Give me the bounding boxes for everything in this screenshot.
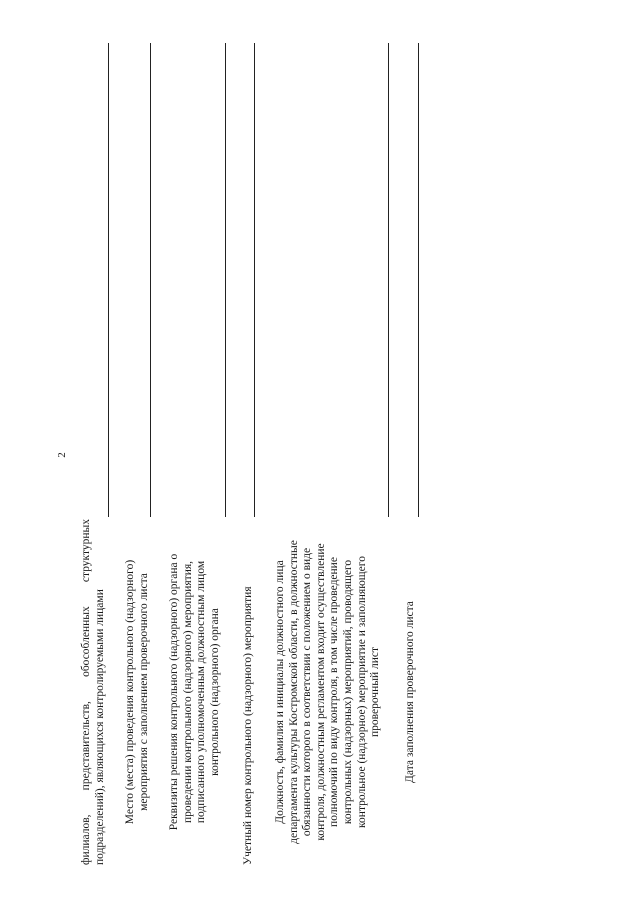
field-label-fill-date — [404, 519, 418, 865]
label-line: мероприятия с заполнением проверочного листа — [137, 573, 150, 811]
answer-line-official — [388, 43, 389, 517]
label-line: филиалов, представительств, обособленных структурных — [80, 519, 92, 865]
label-line: Должность, фамилия и инициалы должностного лица — [274, 560, 286, 824]
answer-line-record-number — [254, 43, 255, 517]
label-line: контрольное (надзорное) мероприятие и заполняющего — [355, 556, 368, 828]
label-line: контрольных (надзорных) мероприятий, проводящего — [341, 559, 354, 825]
field-label-official — [274, 519, 383, 865]
field-label-place — [124, 519, 151, 865]
label-line: Дата заполнения проверочного листа — [404, 601, 416, 783]
label-line: подписанного уполномоченным должностным лицом — [195, 560, 208, 824]
field-label-decision-details — [168, 519, 222, 865]
label-line: контроля, должностным регламентом входит осуществление — [314, 543, 327, 841]
label-line: проведении контрольного (надзорного) мероприятия, — [181, 560, 194, 824]
label-line: Место (места) проведения контрольного (надзорного) — [124, 559, 136, 825]
label-line: подразделений), являющихся контролируемыми лицами — [93, 589, 106, 865]
label-line: полномочий по виду контроля, в том числе проведение — [328, 557, 341, 827]
label-line: департамента культуры Костромской области, в должностные — [287, 540, 300, 844]
field-label-branches — [80, 519, 107, 865]
page-number: 2 — [56, 452, 68, 458]
label-line: контрольного (надзорного) органа — [208, 608, 221, 776]
label-line: Учетный номер контрольного (надзорного) мероприятия — [242, 586, 254, 865]
answer-line-fill-date — [418, 43, 419, 517]
field-label-record-number — [242, 519, 256, 865]
answer-line-branches — [108, 43, 109, 517]
answer-line-place — [150, 43, 151, 517]
label-line: проверочный лист — [369, 646, 382, 738]
label-line: обязанности которого в соответствии с положением о виде — [301, 547, 314, 837]
label-line: Реквизиты решения контрольного (надзорного) органа о — [168, 553, 180, 831]
answer-line-decision-details — [225, 43, 226, 517]
